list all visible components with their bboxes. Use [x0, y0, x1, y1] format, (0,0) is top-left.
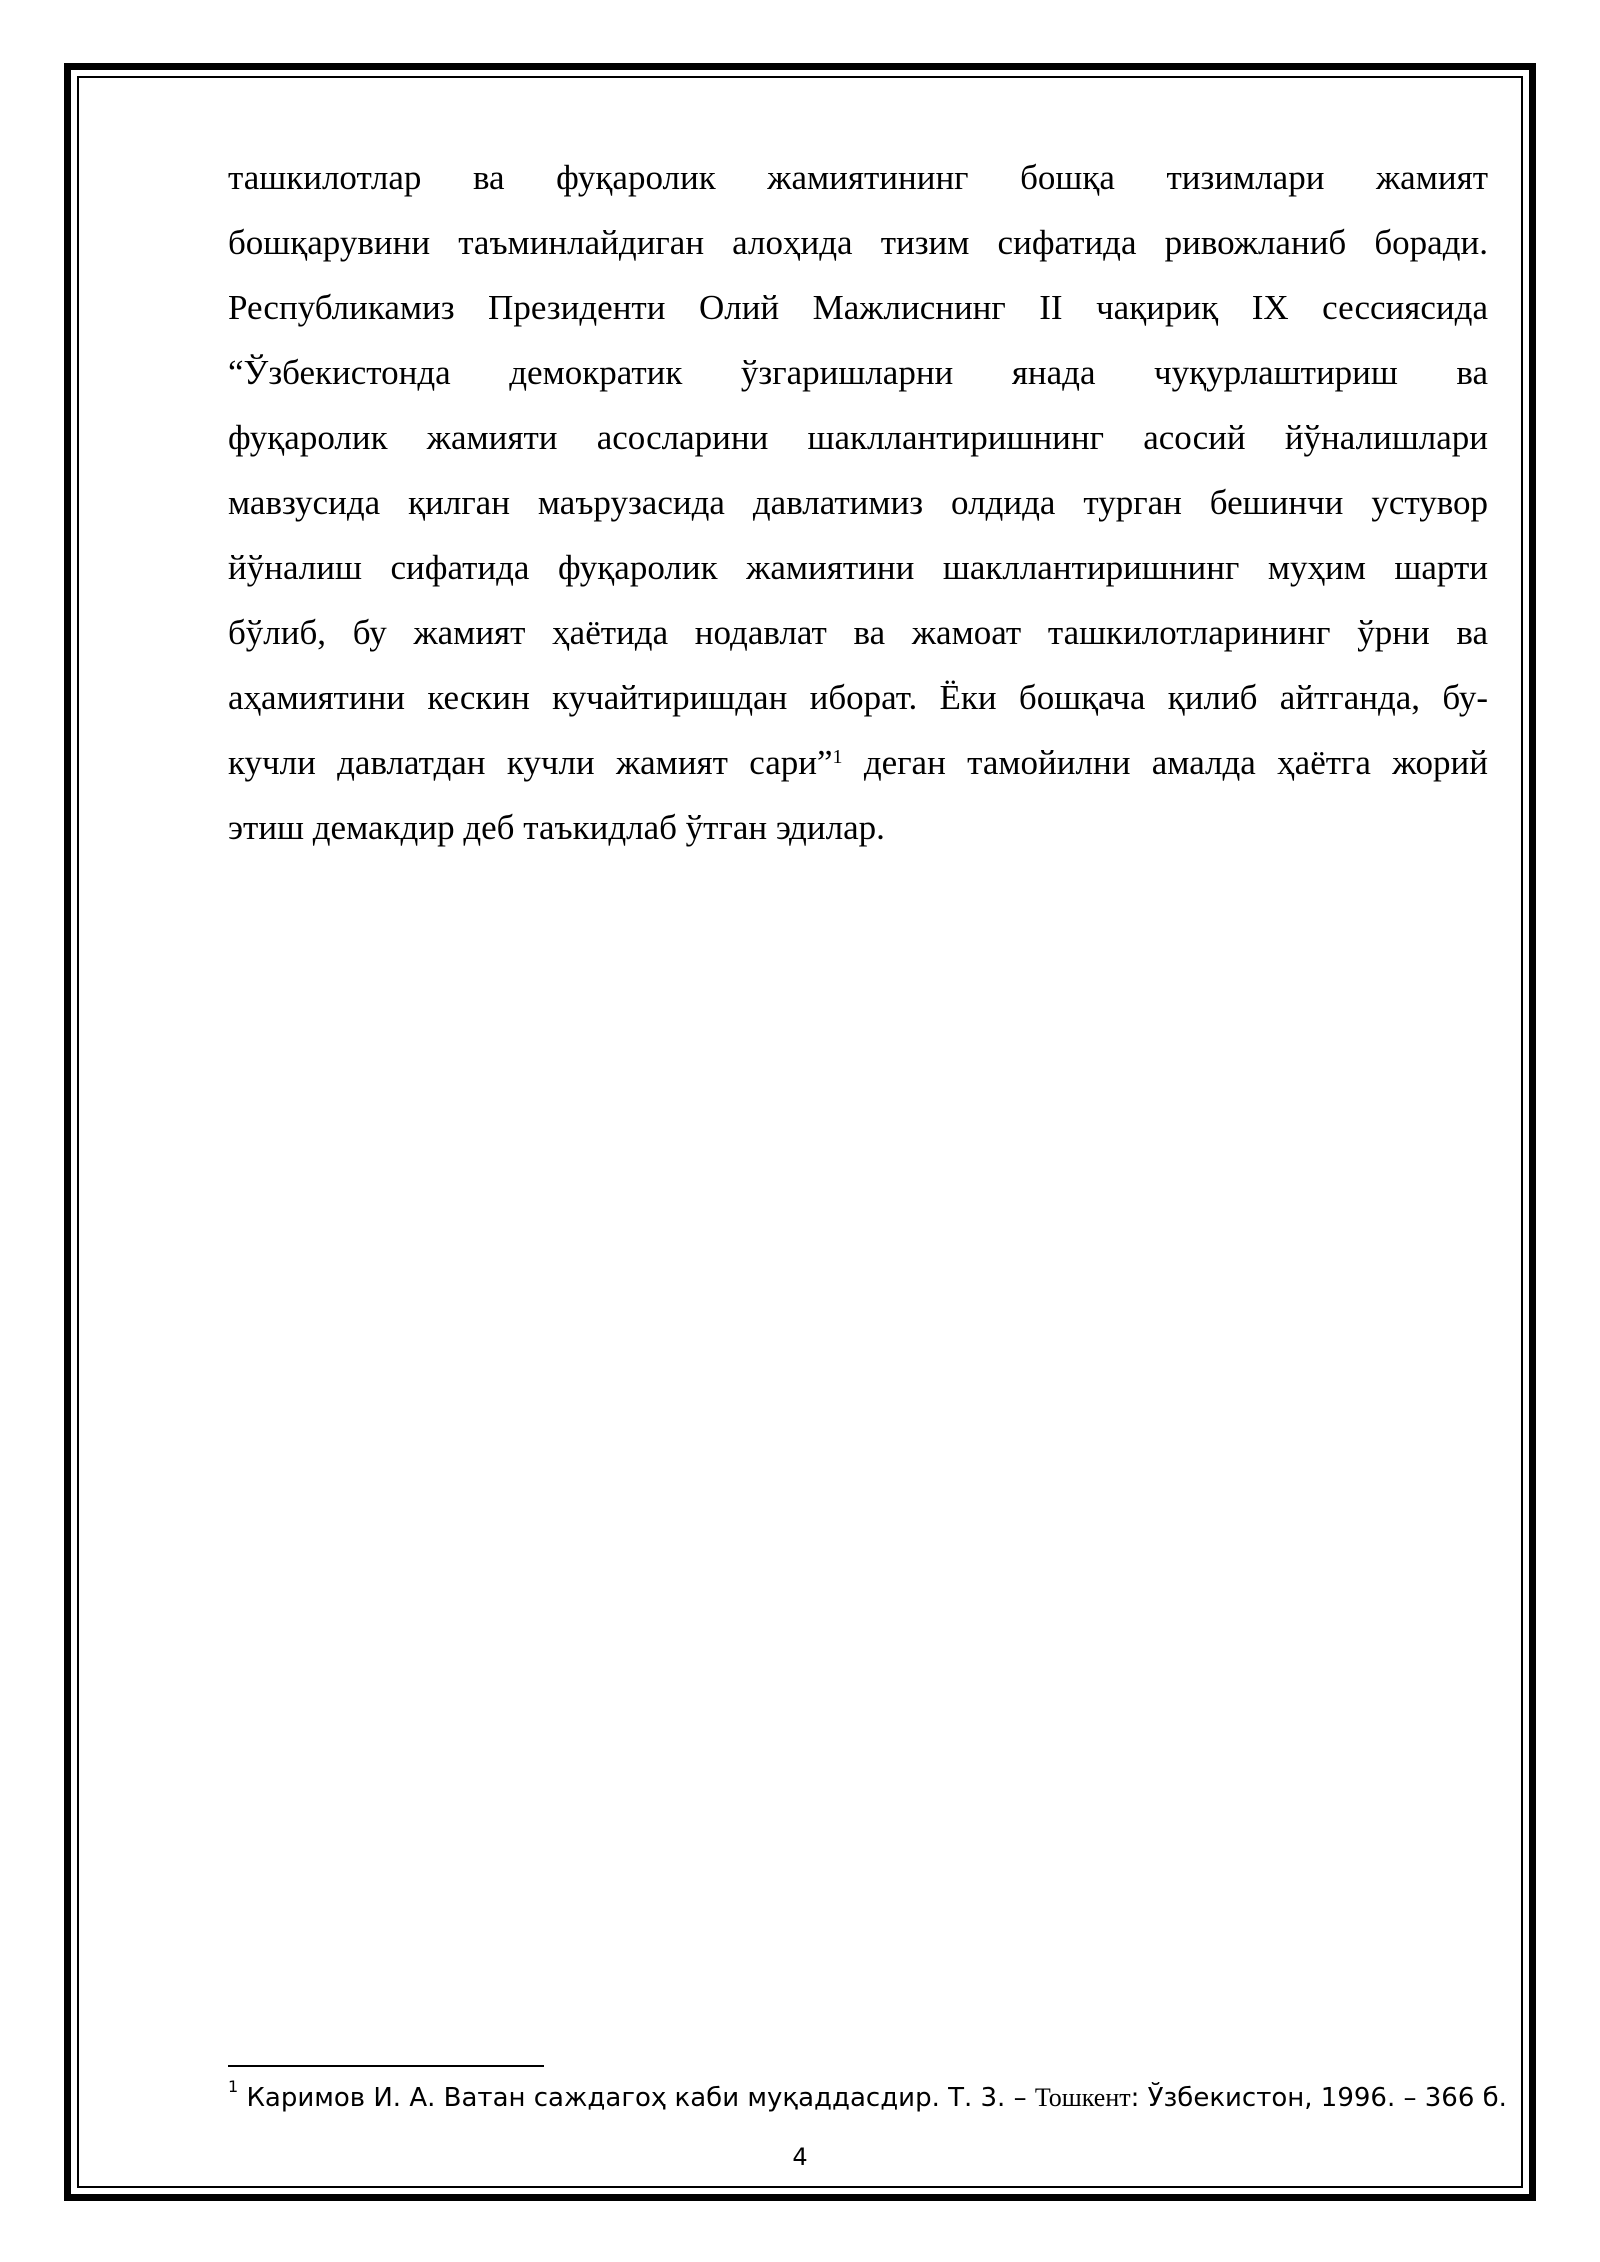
text-line: аҳамиятини кескин кучайтиришдан иборат. Ёки бошқача қилиб айтганда, бу- [228, 678, 1488, 717]
footnote-separator [228, 2065, 544, 2067]
text-line: Республикамиз Президенти Олий Мажлиснинг II чақириқ IX сессиясида [228, 288, 1488, 327]
text-line-last: этиш демакдир деб таъкидлаб ўтган эдилар. [228, 808, 885, 847]
text-line: бўлиб, бу жамият ҳаётида нодавлат ва жамоат ташкилотларининг ўрни ва [228, 613, 1488, 652]
text-line: ташкилотлар ва фуқаролик жамиятининг бошқа тизимлари жамият [228, 158, 1488, 197]
text-segment: кучли давлатдан кучли жамият сари” [228, 743, 833, 782]
page-number: 4 [792, 2143, 808, 2171]
footnote-reference[interactable]: 1 [832, 746, 843, 769]
footnote-mark: 1 [228, 2077, 239, 2097]
text-line: мавзусида қилган маърузасида давлатимиз олдида турган бешинчи устувор [228, 483, 1488, 522]
text-line: йўналиш сифатида фуқаролик жамиятини шакллантиришнинг муҳим шарти [228, 548, 1488, 587]
footnote [228, 2077, 1507, 2116]
footnote-text-serif: Тошкент [1034, 2083, 1131, 2112]
text-line: фуқаролик жамияти асосларини шакллантиришнинг асосий йўналишлари [228, 418, 1488, 457]
text-line-with-footnote-ref [228, 730, 1488, 795]
text-segment: деган тамойилни амалда ҳаётга жорий [842, 743, 1488, 782]
text-line: бошқарувини таъминлайдиган алоҳида тизим сифатида ривожланиб боради. [228, 223, 1488, 262]
text-line: “Ўзбекистонда демократик ўзгаришларни янада чуқурлаштириш ва [228, 353, 1488, 392]
footnote-text: Каримов И. А. Ватан саждагоҳ каби муқаддасдир. Т. 3. – [238, 2083, 1035, 2113]
body-paragraph [228, 145, 1488, 860]
footnote-text: : Ўзбекистон, 1996. – 366 б. [1130, 2083, 1507, 2113]
